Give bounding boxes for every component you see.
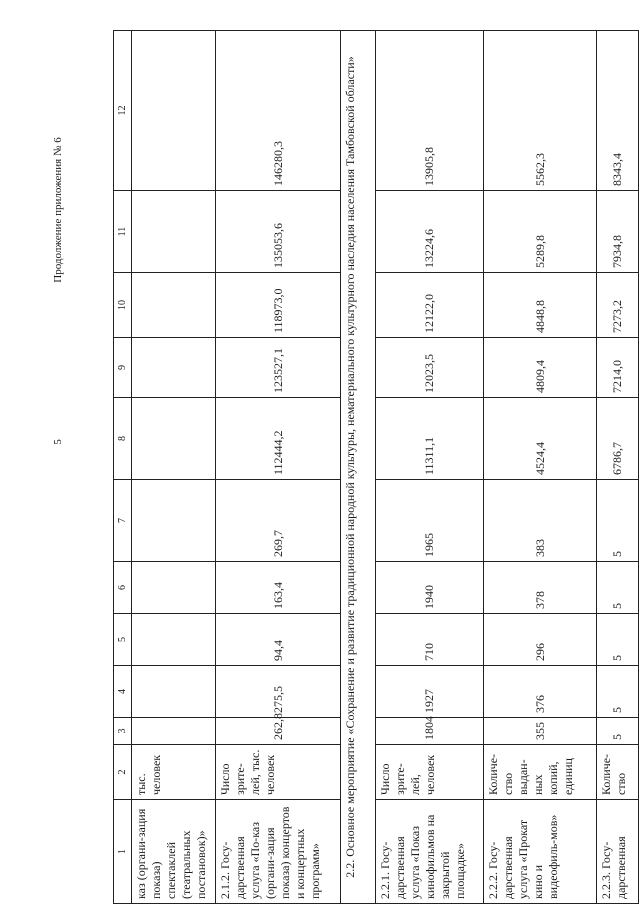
- value-cell: 7934,8: [597, 191, 639, 273]
- row-label: 2.1.2. Госу-дарственная услуга «По-каз (органи-зация показа) концертов и концертных программ»: [216, 800, 341, 904]
- value-cell: [132, 480, 216, 562]
- value-cell: 378: [484, 562, 597, 614]
- col-num-10: 10: [114, 273, 132, 338]
- row-unit: Число зрите-лей, человек: [376, 745, 484, 800]
- table-row: [484, 31, 597, 904]
- row-unit: Количе-ство выдан-ных копий, единиц: [484, 745, 597, 800]
- value-cell: 7273,2: [597, 273, 639, 338]
- value-cell: [132, 191, 216, 273]
- value-cell: 262,8: [216, 718, 341, 745]
- row-label: 2.2.1. Госу-дарственная услуга «Показ кинофильмов на закрытой площадке»: [376, 800, 484, 904]
- table-row: [597, 31, 639, 904]
- value-cell: [132, 614, 216, 666]
- value-cell: 163,4: [216, 562, 341, 614]
- col-num-6: 6: [114, 562, 132, 614]
- row-label: 2.2.3. Госу-дарственная: [597, 800, 639, 904]
- value-cell: [132, 666, 216, 718]
- value-cell: 1965: [376, 480, 484, 562]
- value-cell: 135053,6: [216, 191, 341, 273]
- table-row: [376, 31, 484, 904]
- value-cell: 7214,0: [597, 338, 639, 398]
- data-table: [113, 30, 639, 904]
- col-num-3: 3: [114, 718, 132, 745]
- table-container: [113, 31, 640, 904]
- value-cell: 123527,1: [216, 338, 341, 398]
- col-num-11: 11: [114, 191, 132, 273]
- col-num-7: 7: [114, 480, 132, 562]
- value-cell: 11311,1: [376, 398, 484, 480]
- value-cell: 5: [597, 666, 639, 718]
- value-cell: 4809,4: [484, 338, 597, 398]
- col-num-1: 1: [114, 800, 132, 904]
- value-cell: 12122,0: [376, 273, 484, 338]
- value-cell: 5: [597, 480, 639, 562]
- value-cell: 710: [376, 614, 484, 666]
- value-cell: 5289,8: [484, 191, 597, 273]
- value-cell: [132, 338, 216, 398]
- col-num-12: 12: [114, 31, 132, 191]
- table-row: [216, 31, 341, 904]
- value-cell: 5: [597, 562, 639, 614]
- col-num-2: 2: [114, 745, 132, 800]
- value-cell: 13224,6: [376, 191, 484, 273]
- row-unit: тыс. человек: [132, 745, 216, 800]
- value-cell: 146280,3: [216, 31, 341, 191]
- value-cell: 1927: [376, 666, 484, 718]
- value-cell: 355: [484, 718, 597, 745]
- value-cell: 5: [597, 614, 639, 666]
- section-row: [341, 31, 376, 904]
- column-number-row: [114, 31, 132, 904]
- section-title: 2.2. Основное мероприятие «Сохранение и развитие традиционной народной культуры, нематериального культурного наследия населения Тамбовской области»: [341, 31, 376, 904]
- value-cell: 383: [484, 480, 597, 562]
- table-row: [132, 31, 216, 904]
- row-unit: Количе-ство: [597, 745, 639, 800]
- value-cell: [132, 31, 216, 191]
- value-cell: 296: [484, 614, 597, 666]
- value-cell: 1804: [376, 718, 484, 745]
- value-cell: 5562,3: [484, 31, 597, 191]
- col-num-8: 8: [114, 398, 132, 480]
- value-cell: [132, 562, 216, 614]
- value-cell: 269,7: [216, 480, 341, 562]
- value-cell: 5: [597, 718, 639, 745]
- value-cell: [132, 398, 216, 480]
- rotated-table-page: [113, 31, 640, 904]
- value-cell: 1940: [376, 562, 484, 614]
- value-cell: 275,5: [216, 666, 341, 718]
- value-cell: 8343,4: [597, 31, 639, 191]
- row-label: 2.2.2. Госу-дарственная услуга «Прокат кино и видеофиль-мов»: [484, 800, 597, 904]
- appendix-note: Продолжение приложения № 6: [52, 137, 64, 283]
- value-cell: 6786,7: [597, 398, 639, 480]
- value-cell: 118973,0: [216, 273, 341, 338]
- value-cell: 376: [484, 666, 597, 718]
- col-num-5: 5: [114, 614, 132, 666]
- value-cell: [132, 273, 216, 338]
- value-cell: 94,4: [216, 614, 341, 666]
- value-cell: [132, 718, 216, 745]
- value-cell: 4524,4: [484, 398, 597, 480]
- row-label: каз (органи-зация показа) спектаклей (театральных постановок)»: [132, 800, 216, 904]
- value-cell: 112444,2: [216, 398, 341, 480]
- value-cell: 12023,5: [376, 338, 484, 398]
- value-cell: 13905,8: [376, 31, 484, 191]
- value-cell: 4848,8: [484, 273, 597, 338]
- page-number: 5: [52, 439, 64, 445]
- col-num-9: 9: [114, 338, 132, 398]
- row-unit: Число зрите-лей, тыс. человек: [216, 745, 341, 800]
- col-num-4: 4: [114, 666, 132, 718]
